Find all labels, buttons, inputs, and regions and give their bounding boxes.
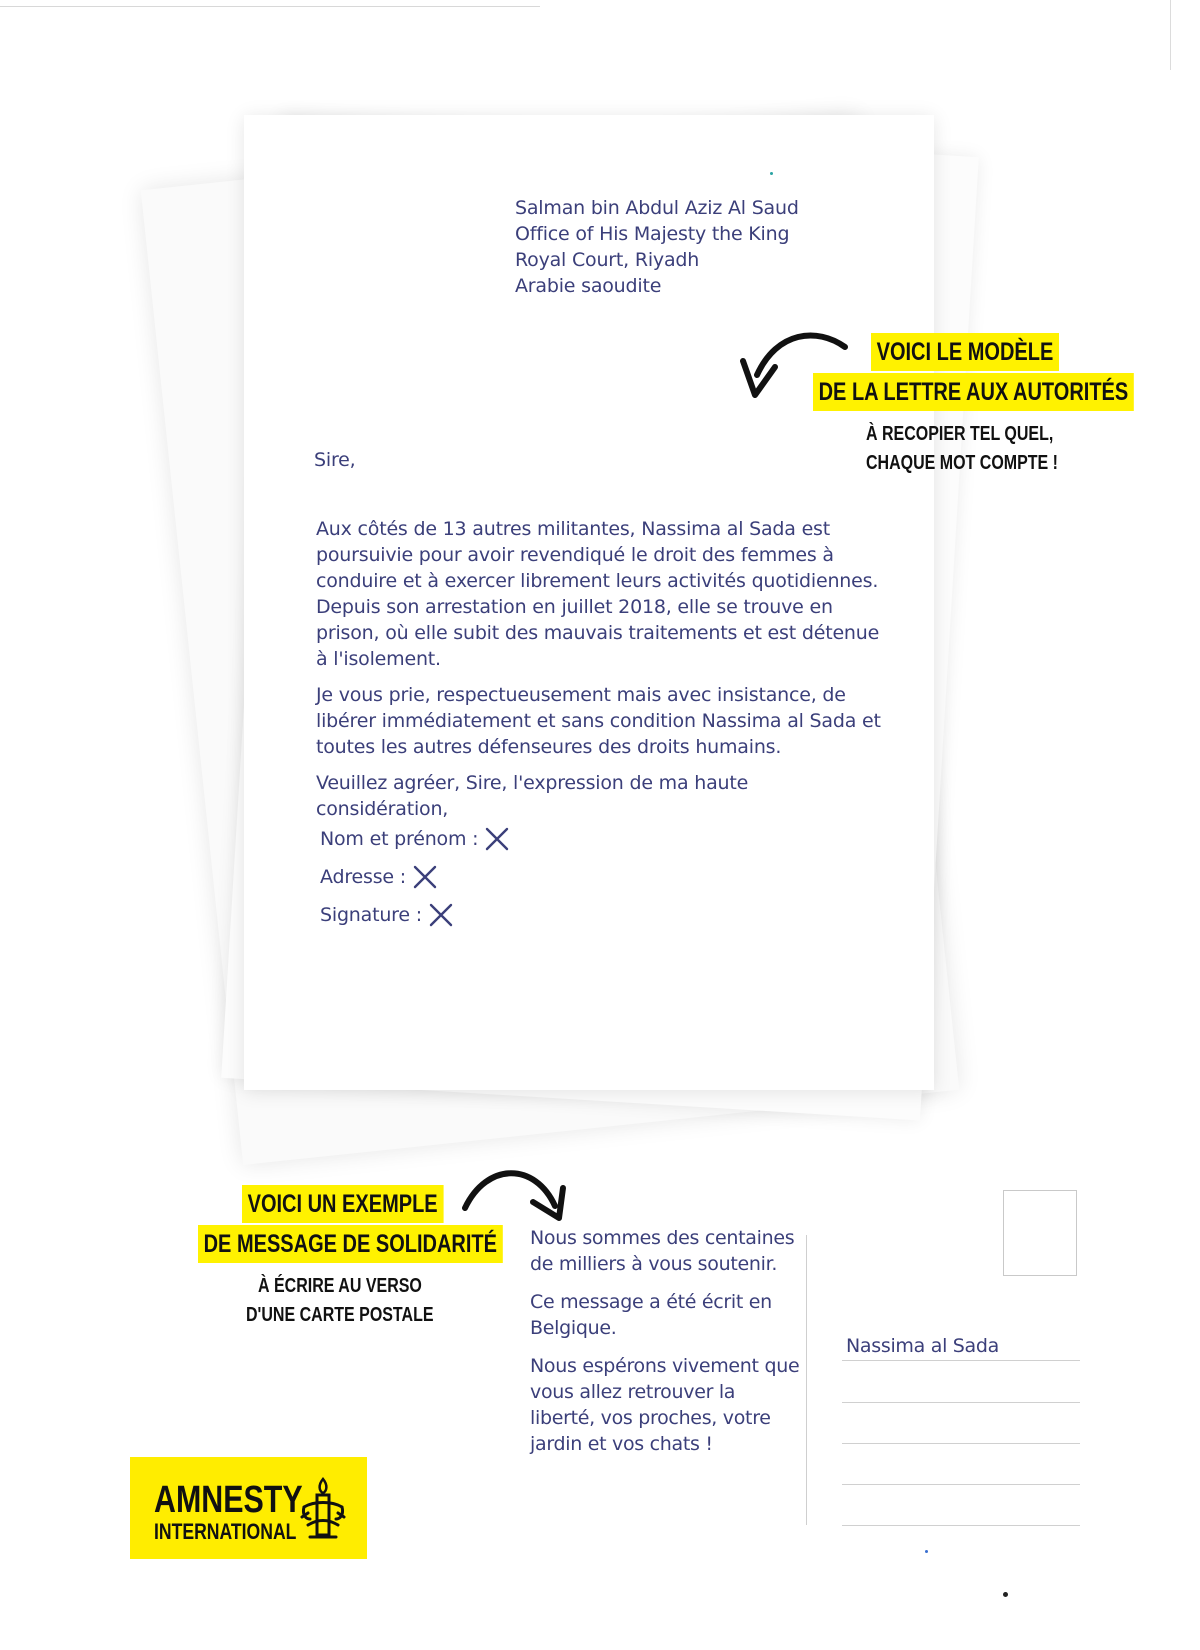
letter-callout-subtitle-2: CHAQUE MOT COMPTE !	[866, 452, 1058, 474]
letter-callout-title-2: DE LA LETTRE AUX AUTORITÉS	[813, 373, 1134, 411]
letter-paragraph: Veuillez agréer, Sire, l'expression de ma haute considération,	[316, 772, 749, 820]
letter-salutation: Sire,	[314, 449, 356, 471]
recipient-address	[515, 195, 799, 299]
field-label: Signature :	[320, 904, 422, 926]
letter-paragraph: Aux côtés de 13 autres militantes, Nassima al Sada est poursuivie pour avoir revendiqué le droit des femmes à conduire et à exercer librement leurs activités quotidiennes. Depuis son arrestation en juillet 2018, elle se trouve en prison, où elle subit des mauvais traitements et est détenue à l'isolement.	[316, 518, 880, 670]
letter-callout-subtitle-1: À RECOPIER TEL QUEL,	[866, 423, 1054, 445]
address-line: Salman bin Abdul Aziz Al Saud	[515, 197, 799, 219]
address-line-rule	[842, 1484, 1080, 1485]
address-line-rule	[842, 1443, 1080, 1444]
postcard-divider	[806, 1235, 807, 1525]
scan-speck	[925, 1550, 928, 1553]
stamp-box	[1003, 1190, 1077, 1276]
field-label: Nom et prénom :	[320, 828, 479, 850]
postcard-callout-title-2: DE MESSAGE DE SOLIDARITÉ	[198, 1225, 503, 1263]
signature-field-name	[320, 826, 510, 852]
logo-name: AMNESTY	[154, 1479, 303, 1521]
postcard-callout-subtitle-1: À ÉCRIRE AU VERSO	[258, 1275, 422, 1297]
scan-edge-top	[0, 6, 540, 7]
address-line-rule	[842, 1360, 1080, 1361]
cross-mark-icon	[484, 826, 510, 852]
scan-edge-right	[1170, 0, 1171, 70]
postcard-callout-subtitle-2: D'UNE CARTE POSTALE	[246, 1304, 434, 1326]
letter-body	[316, 516, 886, 832]
cross-mark-icon	[412, 864, 438, 890]
address-line: Royal Court, Riyadh	[515, 249, 700, 271]
signature-field-signature	[320, 902, 454, 928]
signature-field-address	[320, 864, 438, 890]
logo-subtitle: INTERNATIONAL	[154, 1519, 297, 1544]
postcard-recipient: Nassima al Sada	[846, 1335, 999, 1357]
address-line: Office of His Majesty the King	[515, 223, 790, 245]
postcard-callout-title-1: VOICI UN EXEMPLE	[242, 1185, 443, 1223]
amnesty-logo	[130, 1457, 367, 1559]
letter-paragraph: Je vous prie, respectueusement mais avec insistance, de libérer immédiatement et sans condition Nassima al Sada et toutes les autres défenseures des droits humains.	[316, 684, 881, 758]
address-line: Arabie saoudite	[515, 275, 662, 297]
scan-speck	[1003, 1592, 1008, 1597]
address-line-rule	[842, 1525, 1080, 1526]
field-label: Adresse :	[320, 866, 406, 888]
scan-speck	[770, 172, 773, 175]
postcard-paragraph: Nous sommes des centaines de milliers à vous soutenir.	[530, 1227, 795, 1275]
postcard-message	[530, 1225, 800, 1469]
cross-mark-icon	[428, 902, 454, 928]
letter-callout-title-1: VOICI LE MODÈLE	[871, 333, 1059, 371]
postcard-paragraph: Ce message a été écrit en Belgique.	[530, 1291, 772, 1339]
address-line-rule	[842, 1402, 1080, 1403]
postcard-paragraph: Nous espérons vivement que vous allez retrouver la liberté, vos proches, votre jardin et vos chats !	[530, 1355, 800, 1455]
candle-barbed-wire-icon	[298, 1473, 348, 1545]
